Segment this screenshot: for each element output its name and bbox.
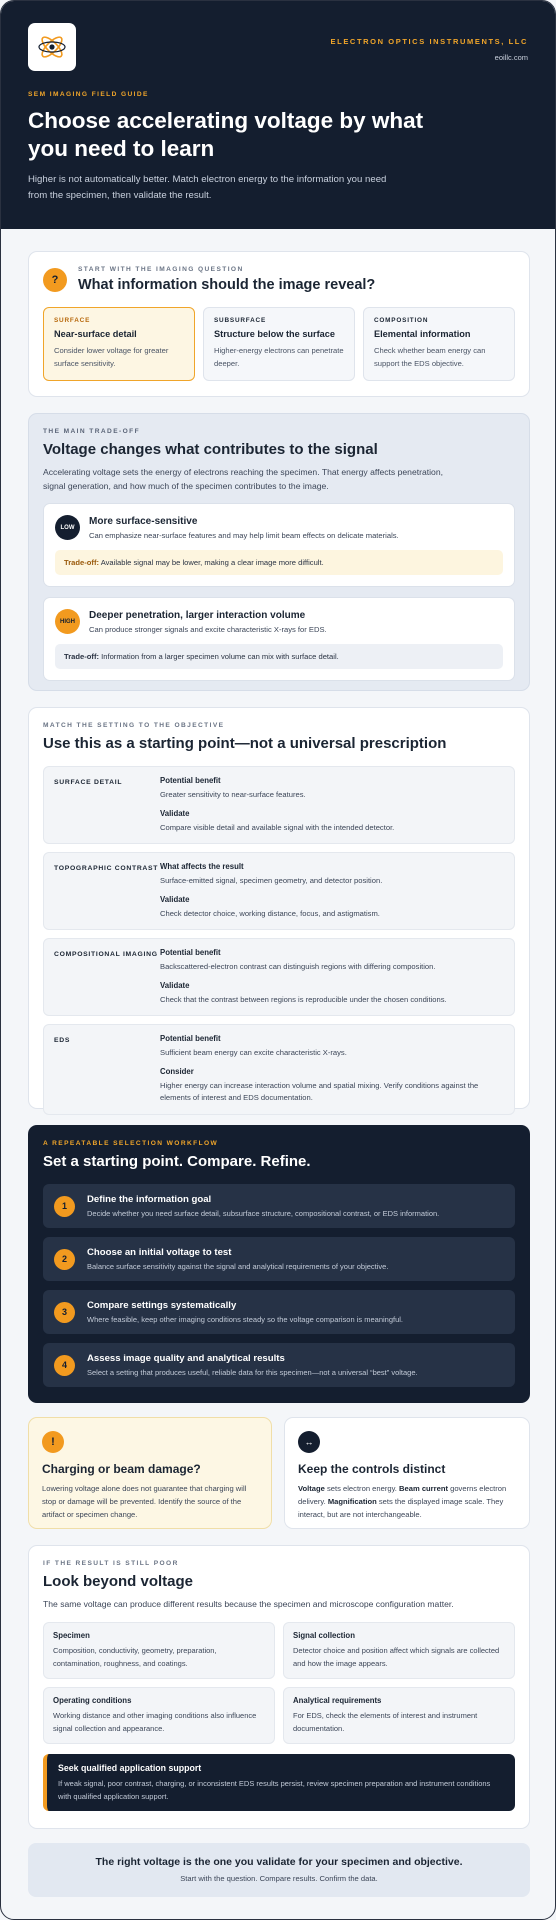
objective-value: Higher energy can increase interaction volume and spatial mixing. Verify conditions against the elements of interest and EDS documentation.: [160, 1080, 479, 1102]
look-beyond-card: [28, 1545, 530, 1829]
option-title: Near-surface detail: [54, 329, 137, 339]
controls-card: [284, 1417, 530, 1529]
option-composition[interactable]: [363, 307, 515, 381]
question-eyebrow: START WITH THE IMAGING QUESTION: [78, 266, 244, 273]
workflow-step: [43, 1184, 515, 1228]
charging-desc: Lowering voltage alone does not guarantee that charging will stop or damage will be prevented. Identify the source of the artifact or specimen change.: [42, 1484, 247, 1519]
objective-name: COMPOSITIONAL IMAGING: [54, 951, 158, 958]
controls-desc: [298, 1483, 516, 1521]
hero-header: [1, 1, 555, 229]
option-title: Elemental information: [374, 329, 471, 339]
step-title: Assess image quality and analytical results: [87, 1353, 285, 1364]
workflow-step: [43, 1343, 515, 1387]
footer-banner: [28, 1843, 530, 1897]
objective-key: Validate: [160, 980, 190, 990]
controls-text: sets electron energy.: [324, 1484, 400, 1493]
option-subsurface[interactable]: [203, 307, 355, 381]
controls-text: sets the displayed image scale. They interact, but are not interchangeable.: [298, 1496, 504, 1519]
factor-title: Analytical requirements: [293, 1696, 382, 1705]
objective-row: [43, 852, 515, 930]
controls-title: Keep the controls distinct: [298, 1462, 446, 1476]
tradeoff-eyebrow: THE MAIN TRADE-OFF: [43, 428, 140, 435]
arrows-icon: ↔: [298, 1431, 320, 1453]
objectives-card: [28, 707, 530, 1109]
company-name: ELECTRON OPTICS INSTRUMENTS, LLC: [330, 37, 528, 46]
objective-name: SURFACE DETAIL: [54, 779, 123, 786]
poor-title: Look beyond voltage: [43, 1573, 194, 1590]
high-voltage-panel: [43, 597, 515, 681]
imaging-question-card: [28, 251, 530, 397]
option-tag: SUBSURFACE: [214, 317, 267, 324]
factor-desc: Detector choice and position affect which signals are collected and how the image appears.: [293, 1646, 500, 1668]
objective-name: TOPOGRAPHIC CONTRAST: [54, 865, 159, 872]
workflow-title: Set a starting point. Compare. Refine.: [43, 1153, 311, 1170]
workflow-step: [43, 1290, 515, 1334]
objectives-eyebrow: MATCH THE SETTING TO THE OBJECTIVE: [43, 722, 225, 729]
factor-item: [283, 1622, 515, 1679]
support-callout: [43, 1754, 515, 1811]
term-beam-current: Beam current: [399, 1484, 448, 1493]
company-url[interactable]: eoillc.com: [494, 53, 528, 62]
charging-card: [28, 1417, 272, 1529]
low-desc: Can emphasize near-surface features and may help limit beam effects on delicate materials.: [89, 530, 399, 540]
step-title: Define the information goal: [87, 1194, 212, 1205]
option-desc: Higher-energy electrons can penetrate deeper.: [214, 346, 344, 368]
option-surface[interactable]: [43, 307, 195, 381]
poor-desc: The same voltage can produce different results because the specimen and microscope configuration matter.: [43, 1599, 454, 1609]
high-desc: Can produce stronger signals and excite characteristic X-rays for EDS.: [89, 624, 327, 634]
objective-key: What affects the result: [160, 862, 244, 871]
factor-desc: Working distance and other imaging conditions also influence signal collection and appearance.: [53, 1711, 257, 1733]
workflow-card: [28, 1125, 530, 1403]
option-desc: Check whether beam energy can support the EDS objective.: [374, 346, 486, 368]
atom-logo-icon: [28, 23, 76, 71]
objective-name: EDS: [54, 1037, 71, 1044]
low-badge: LOW: [55, 515, 80, 540]
page-subtitle: Higher is not automatically better. Match electron energy to the information you need from the specimen, then validate the result.: [28, 174, 387, 201]
low-voltage-panel: [43, 503, 515, 587]
objective-value: Greater sensitivity to near-surface features.: [160, 790, 306, 799]
low-tradeoff-note: [55, 550, 503, 575]
step-desc: Balance surface sensitivity against the signal and analytical requirements of your objective.: [87, 1262, 389, 1271]
question-title: What information should the image reveal?: [78, 277, 376, 293]
objective-value: Surface-emitted signal, specimen geometry, and detector position.: [160, 876, 383, 885]
term-voltage: Voltage: [298, 1484, 325, 1493]
step-number: 4: [54, 1355, 75, 1376]
factor-desc: For EDS, check the elements of interest and instrument documentation.: [293, 1711, 478, 1733]
objective-row: [43, 938, 515, 1016]
factor-item: [43, 1622, 275, 1679]
step-desc: Decide whether you need surface detail, subsurface structure, compositional contrast, or EDS information.: [87, 1209, 440, 1218]
note-text: Available signal may be lower, making a clear image more difficult.: [99, 558, 324, 567]
note-label: Trade-off:: [64, 558, 100, 567]
tradeoff-desc: Accelerating voltage sets the energy of electrons reaching the specimen. That energy affects penetration, signal generation, and how much of the specimen contributes to the image.: [43, 467, 444, 491]
objective-key: Potential benefit: [160, 948, 221, 957]
controls-text: governs electron delivery.: [298, 1484, 507, 1506]
hero-eyebrow: SEM IMAGING FIELD GUIDE: [28, 91, 149, 98]
objective-value: Check detector choice, working distance, focus, and astigmatism.: [160, 908, 380, 918]
warning-icon: !: [42, 1431, 64, 1453]
objective-key: Consider: [160, 1066, 194, 1076]
step-title: Choose an initial voltage to test: [87, 1247, 232, 1258]
factor-item: [43, 1687, 275, 1744]
step-number: 1: [54, 1196, 75, 1217]
term-magnification: Magnification: [327, 1496, 377, 1506]
footer-subtitle: Start with the question. Compare results. Confirm the data.: [180, 1874, 378, 1883]
page-title: Choose accelerating voltage by what you need to learn: [28, 108, 424, 161]
low-title: More surface-sensitive: [89, 515, 198, 527]
option-tag: SURFACE: [54, 317, 91, 324]
workflow-step: [43, 1237, 515, 1281]
step-title: Compare settings systematically: [87, 1300, 237, 1311]
objective-value: Sufficient beam energy can excite characteristic X-rays.: [160, 1048, 347, 1057]
option-tag: COMPOSITION: [374, 317, 429, 324]
factor-title: Signal collection: [293, 1631, 355, 1640]
factor-desc: Composition, conductivity, geometry, preparation, contamination, roughness, and coatings.: [53, 1646, 217, 1668]
step-desc: Select a setting that produces useful, reliable data for this specimen—not a universal “best” voltage.: [87, 1368, 418, 1377]
factor-title: Specimen: [53, 1631, 90, 1640]
objective-value: Backscattered-electron contrast can distinguish regions with differing composition.: [160, 962, 436, 971]
note-label: Trade-off:: [64, 652, 100, 661]
objective-value: Compare visible detail and available signal with the intended detector.: [160, 822, 395, 832]
step-desc: Where feasible, keep other imaging conditions steady so the voltage comparison is meaningful.: [87, 1315, 404, 1324]
charging-title: Charging or beam damage?: [42, 1462, 201, 1476]
objective-key: Potential benefit: [160, 776, 221, 785]
factor-title: Operating conditions: [53, 1696, 132, 1705]
note-text: Information from a larger specimen volume can mix with surface detail.: [99, 652, 339, 661]
support-title: Seek qualified application support: [58, 1763, 202, 1773]
step-number: 2: [54, 1249, 75, 1270]
poor-eyebrow: IF THE RESULT IS STILL POOR: [43, 1560, 179, 1567]
option-desc: Consider lower voltage for greater surface sensitivity.: [54, 346, 169, 368]
workflow-eyebrow: A REPEATABLE SELECTION WORKFLOW: [43, 1140, 219, 1147]
objective-key: Potential benefit: [160, 1034, 221, 1043]
objective-row: [43, 766, 515, 844]
objective-value: Check that the contrast between regions is reproducible under the chosen conditions.: [160, 994, 447, 1004]
question-mark-icon: ?: [43, 268, 67, 292]
tradeoff-card: [28, 413, 530, 691]
objective-key: Validate: [160, 894, 190, 904]
high-title: Deeper penetration, larger interaction volume: [89, 609, 306, 621]
tradeoff-title: Voltage changes what contributes to the signal: [43, 441, 378, 458]
step-number: 3: [54, 1302, 75, 1323]
factor-item: [283, 1687, 515, 1744]
objective-key: Validate: [160, 808, 190, 818]
footer-title: The right voltage is the one you validate for your specimen and objective.: [95, 1856, 463, 1868]
high-badge: HIGH: [55, 609, 80, 634]
objectives-title: Use this as a starting point—not a universal prescription: [43, 735, 447, 752]
support-desc: If weak signal, poor contrast, charging, or inconsistent EDS results persist, review specimen preparation and instrument conditions with qualified application support.: [58, 1779, 491, 1801]
objective-row: [43, 1024, 515, 1115]
high-tradeoff-note: [55, 644, 503, 669]
option-title: Structure below the surface: [214, 329, 335, 339]
